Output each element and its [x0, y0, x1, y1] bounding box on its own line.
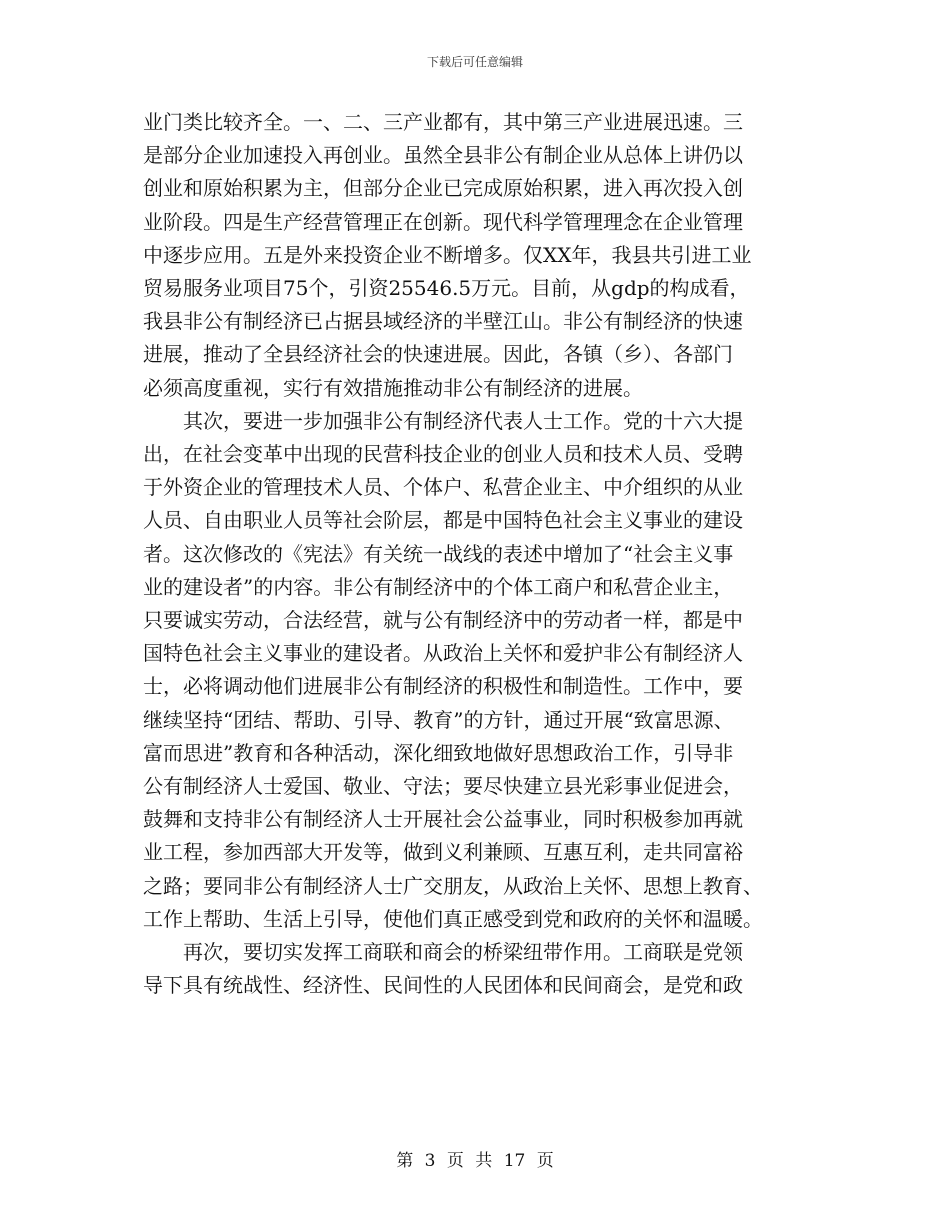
text-line: 士，必将调动他们进展非公有制经济的积极性和制造性。工作中，要 [143, 674, 743, 699]
text-line: 业的建设者”的内容。非公有制经济中的个体工商户和私营企业主， [143, 574, 734, 599]
text-line: 出，在社会变革中出现的民营科技企业的创业人员和技术人员、受聘 [143, 442, 743, 467]
text-line: 工作上帮助、生活上引导，使他们真正感受到党和政府的关怀和温暖。 [143, 906, 763, 931]
text-line: 必须高度重视，实行有效措施推动非公有制经济的进展。 [143, 375, 643, 400]
text-line: 人员、自由职业人员等社会阶层，都是中国特色社会主义事业的建设 [143, 508, 743, 533]
text-line: 进展，推动了全县经济社会的快速进展。因此，各镇（乡）、各部门 [143, 342, 733, 367]
paragraph [143, 405, 807, 936]
text-line: 再次，要切实发挥工商联和商会的桥梁纽带作用。工商联是党领 [183, 940, 743, 965]
text-line: 我县非公有制经济已占据县域经济的半壁江山。非公有制经济的快速 [143, 309, 743, 334]
text-line: 中逐步应用。五是外来投资企业不断增多。仅XX年，我县共引进工业 [143, 242, 752, 267]
text-line: 业工程，参加西部大开发等，做到义利兼顾、互惠互利，走共同富裕 [143, 840, 743, 865]
document-body [143, 106, 807, 1002]
paragraph [143, 106, 807, 405]
text-line: 是部分企业加速投入再创业。虽然全县非公有制企业从总体上讲仍以 [143, 143, 743, 168]
text-line: 鼓舞和支持非公有制经济人士开展社会公益事业，同时积极参加再就 [143, 807, 743, 832]
text-line: 者。这次修改的《宪法》有关统一战线的表述中增加了“社会主义事 [143, 541, 734, 566]
text-line: 国特色社会主义事业的建设者。从政治上关怀和爱护非公有制经济人 [143, 641, 743, 666]
paragraph [143, 936, 807, 1002]
text-line: 富而思进”教育和各种活动，深化细致地做好思想政治工作，引导非 [143, 740, 734, 765]
text-line: 只要诚实劳动，合法经营，就与公有制经济中的劳动者一样，都是中 [143, 608, 743, 633]
text-line: 其次，要进一步加强非公有制经济代表人士工作。党的十六大提 [183, 408, 743, 433]
text-line: 公有制经济人士爱国、敬业、守法；要尽快建立县光彩事业促进会， [143, 774, 743, 799]
text-line: 业门类比较齐全。一、二、三产业都有，其中第三产业进展迅速。三 [143, 110, 743, 134]
page-header: 下载后可任意编辑 [426, 55, 523, 69]
text-line: 继续坚持“团结、帮助、引导、教育”的方针，通过开展“致富思源、 [143, 707, 734, 732]
text-line: 于外资企业的管理技术人员、个体户、私营企业主、中介组织的从业 [143, 475, 743, 500]
text-line: 之路；要同非公有制经济人士广交朋友，从政治上关怀、思想上教育、 [143, 873, 763, 898]
text-line: 业阶段。四是生产经营管理正在创新。现代科学管理理念在企业管理 [143, 209, 743, 234]
text-line: 创业和原始积累为主，但部分企业已完成原始积累，进入再次投入创 [143, 176, 743, 201]
text-line: 贸易服务业项目75个，引资25546.5万元。目前，从gdp的构成看， [143, 276, 750, 301]
text-line: 导下具有统战性、经济性、民间性的人民团体和民间商会，是党和政 [143, 973, 743, 998]
page-footer-page-number: 第 3 页 共 17 页 [396, 1151, 554, 1171]
